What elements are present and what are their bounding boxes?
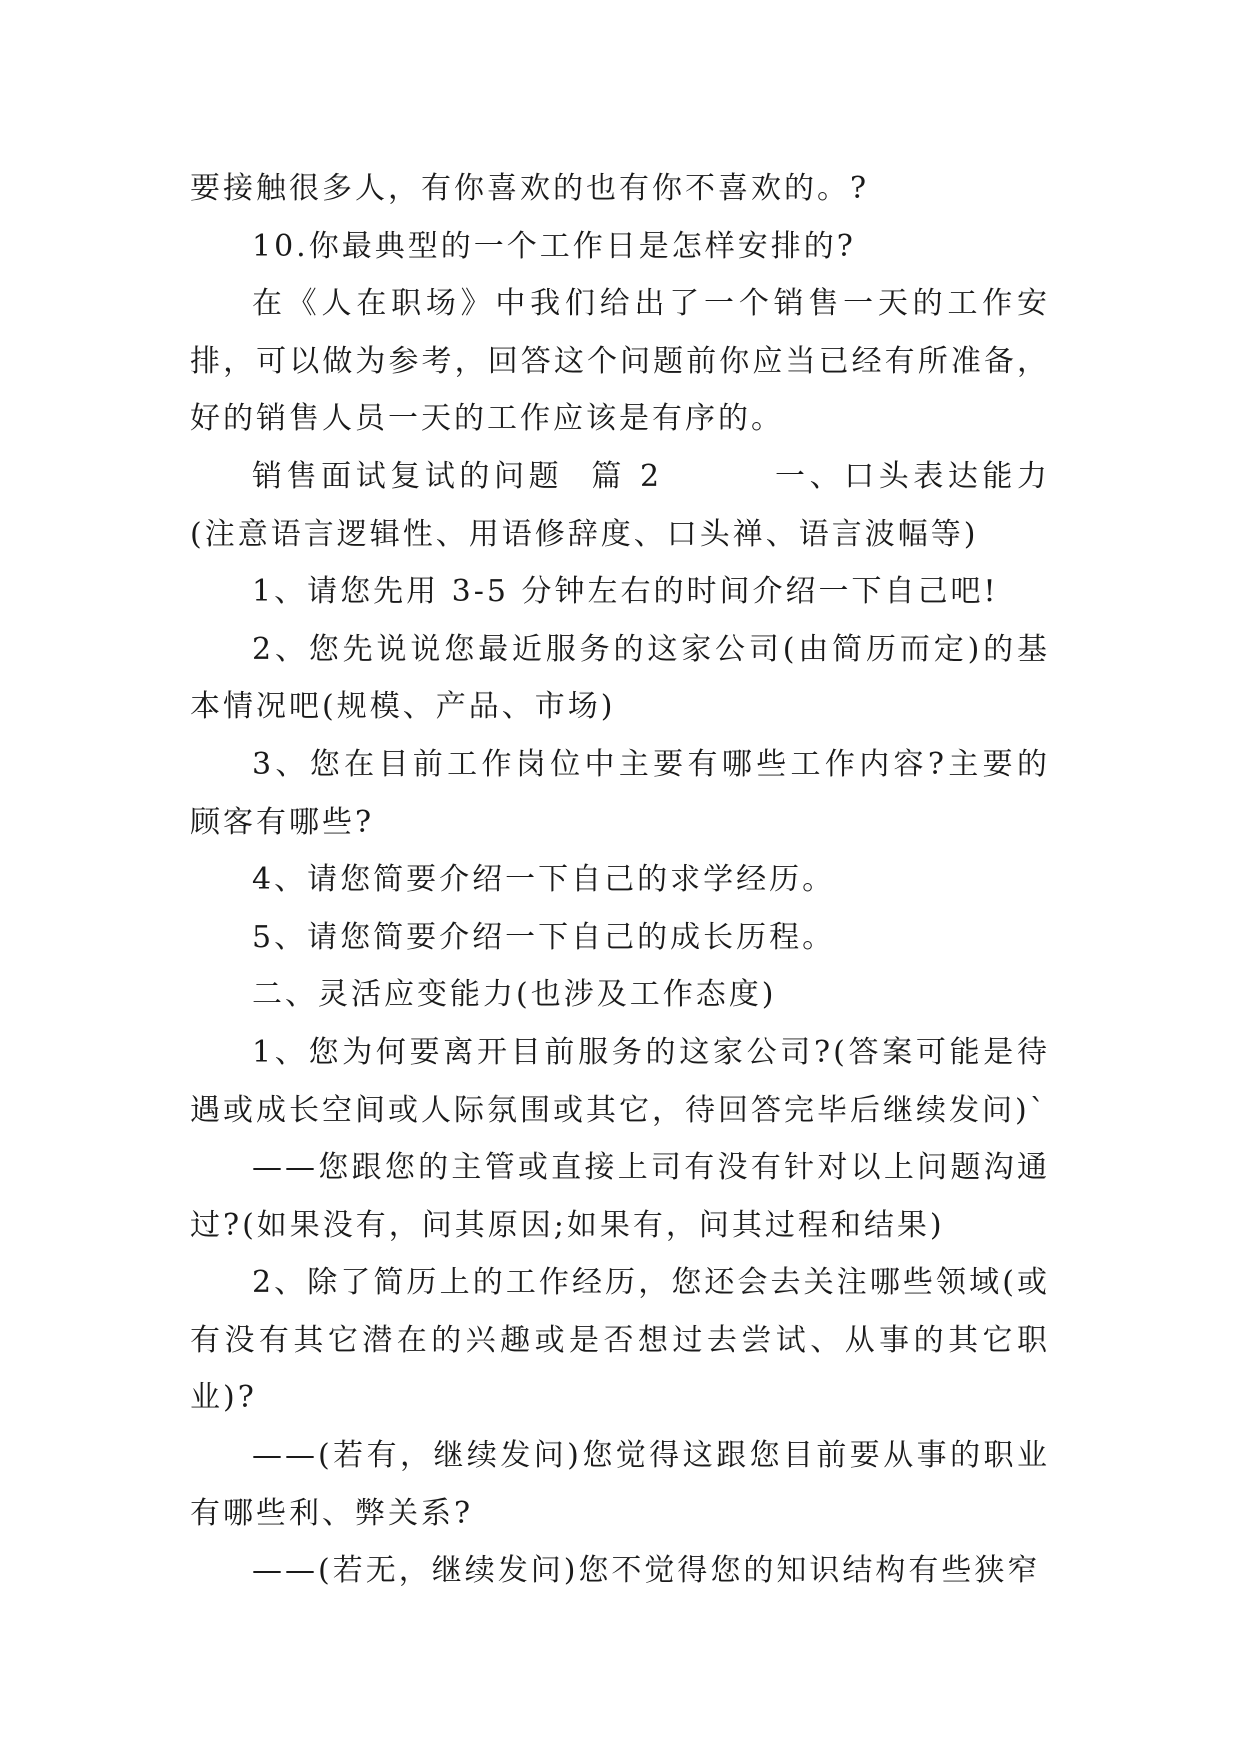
paragraph-3: 在《人在职场》中我们给出了一个销售一天的工作安排，可以做为参考，回答这个问题前你应当已经有所准备，好的销售人员一天的工作应该是有序的。 [190,286,1050,437]
paragraph-5: 1、请您先用 3-5 分钟左右的时间介绍一下自己吧! [252,574,999,610]
paragraph-12: ——您跟您的主管或直接上司有没有针对以上问题沟通过?(如果没有，问其原因;如果有，问其过程和结果) [190,1150,1050,1243]
paragraph-11: 1、您为何要离开目前服务的这家公司?(答案可能是待遇或成长空间或人际氛围或其它，待回答完毕后继续发问)` [190,1034,1050,1128]
paragraph-13: 2、除了简历上的工作经历，您还会去关注哪些领域(或有没有其它潜在的兴趣或是否想过去尝试、从事的其它职业)? [190,1265,1050,1416]
paragraph-7: 3、您在目前工作岗位中主要有哪些工作内容?主要的顾客有哪些? [190,746,1050,840]
paragraph-4: 销售面试复试的问题 篇 2 一、口头表达能力(注意语言逻辑性、用语修辞度、口头禅、语言波幅等) [190,458,1050,552]
paragraph-2: 10.你最典型的一个工作日是怎样安排的? [252,228,856,264]
paragraph-6: 2、您先说说您最近服务的这家公司(由简历而定)的基本情况吧(规模、产品、市场) [190,631,1050,725]
paragraph-1: 要接触很多人，有你喜欢的也有你不喜欢的。? [190,171,870,206]
paragraph-15: ——(若无，继续发问)您不觉得您的知识结构有些狭窄 [252,1553,1041,1589]
paragraph-14: ——(若有，继续发问)您觉得这跟您目前要从事的职业有哪些利、弊关系? [190,1438,1050,1531]
paragraph-10: 二、灵活应变能力(也涉及工作态度) [252,977,777,1013]
paragraph-8: 4、请您简要介绍一下自己的求学经历。 [252,862,836,898]
paragraph-9: 5、请您简要介绍一下自己的成长历程。 [252,919,836,955]
document-body [190,160,1050,1600]
